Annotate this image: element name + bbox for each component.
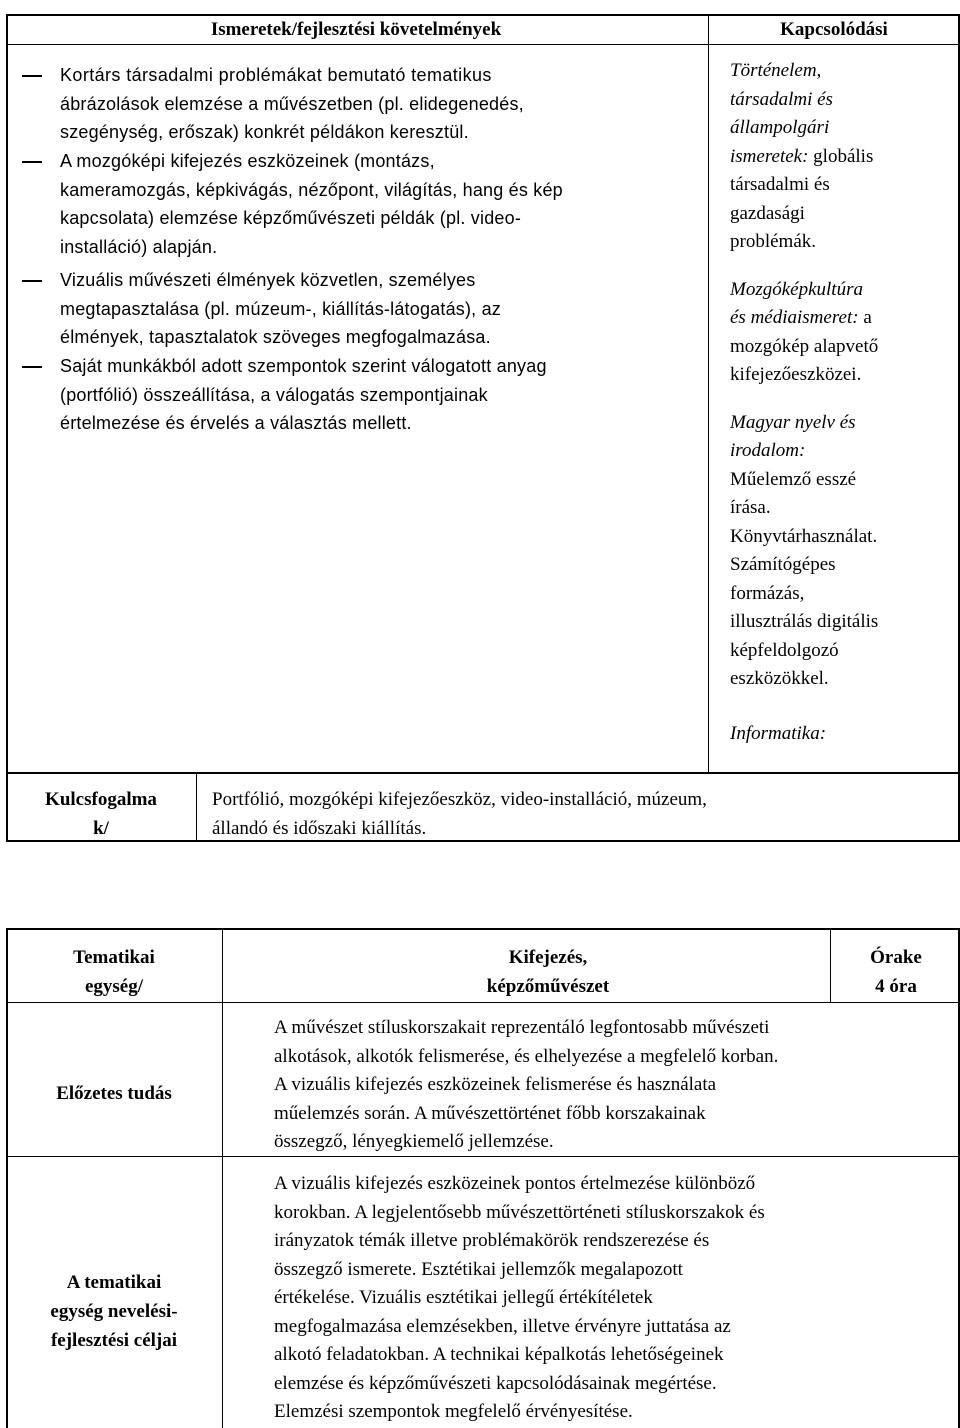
requirements-header: Ismeretek/fejlesztési követelmények — [210, 19, 502, 40]
connection-informatics: Informatika: — [730, 722, 827, 744]
requirement-item: Vizuális művészeti élmények közvetlen, személyes megtapasztalása (pl. múzeum-, kiállítás-látogatás), az élmények, tapasztalatok szöveges megfogalmazása. — [60, 270, 501, 347]
requirement-item: Kortárs társadalmi problémákat bemutató tematikus ábrázolások elemzése a művészetben (pl. elidegenedés, szegénység, erőszak) konkrét példákon keresztül. — [60, 65, 524, 142]
key-concepts-text: Portfólió, mozgóképi kifejezőeszköz, video-installáció, múzeum, állandó és időszaki kiállítás. — [212, 789, 707, 839]
prior-knowledge-text: A művészet stíluskorszakait reprezentáló legfontosabb művészeti alkotások, alkotók felismerése, és elhelyezése a megfelelő korban. A vizuális kifejezés eszközeinek felismerése és használata műelemzés során. A művészettörténet főbb korszakainak összegző, lényegkiemelő jellemzése. — [274, 1017, 779, 1152]
requirement-item: Saját munkákból adott szempontok szerint válogatott anyag (portfólió) összeállítása, a válogatás szempontjainak értelmezése és érvelés a választás mellett. — [60, 356, 547, 433]
unit-title: Kifejezés, képzőművészet — [486, 947, 610, 997]
connection-media: Mozgóképkultúra és médiaismeret: a mozgókép alapvető kifejezőeszközei. — [730, 278, 879, 385]
goals-label: A tematikai egység nevelési- fejlesztési céljai — [50, 1272, 178, 1351]
hours-cell: Órake 4 óra — [870, 947, 922, 997]
key-concepts-label: Kulcsfogalma k/ — [45, 789, 157, 839]
connections-header: Kapcsolódási — [780, 19, 888, 40]
connection-history: Történelem, társadalmi és állampolgári ismeretek: globális társadalmi és gazdasági problémák. — [730, 60, 874, 252]
connections-column — [730, 57, 945, 772]
unit-label: Tematikai egység/ — [73, 947, 155, 997]
prior-knowledge-label: Előzetes tudás — [56, 1083, 172, 1104]
requirement-item: A mozgóképi kifejezés eszközeinek (montázs, kameramozgás, képkivágás, nézőpont, világítás, hang és kép kapcsolata) elemzése képzőművészeti példák (pl. video- installáció) alapján. — [60, 151, 563, 257]
connection-literature: Magyar nyelv és irodalom: Műelemző esszé írása. Könyvtárhasználat. Számítógépes formázás, illusztrálás digitális képfeldolgozó eszközökkel. — [730, 411, 879, 689]
goals-text: A vizuális kifejezés eszközeinek pontos értelmezése különböző korokban. A legjelentősebb művészettörténeti stíluskorszakok és irányzatok témák illetve problémakörök rendszerezése és összegző ismerete. Esztétikai jellemzők megalapozott értékelése. Vizuális esztétikai jellegű értékítéletek megfogalmazása elemzésekben, illetve érvényre juttatása az alkotó feladatokban. A technikai képalkotás lehetőségeinek elemzése és képzőművészeti kapcsolódásainak megértése. Elemzési szempontok megfelelő érvényesítése. — [274, 1173, 765, 1422]
